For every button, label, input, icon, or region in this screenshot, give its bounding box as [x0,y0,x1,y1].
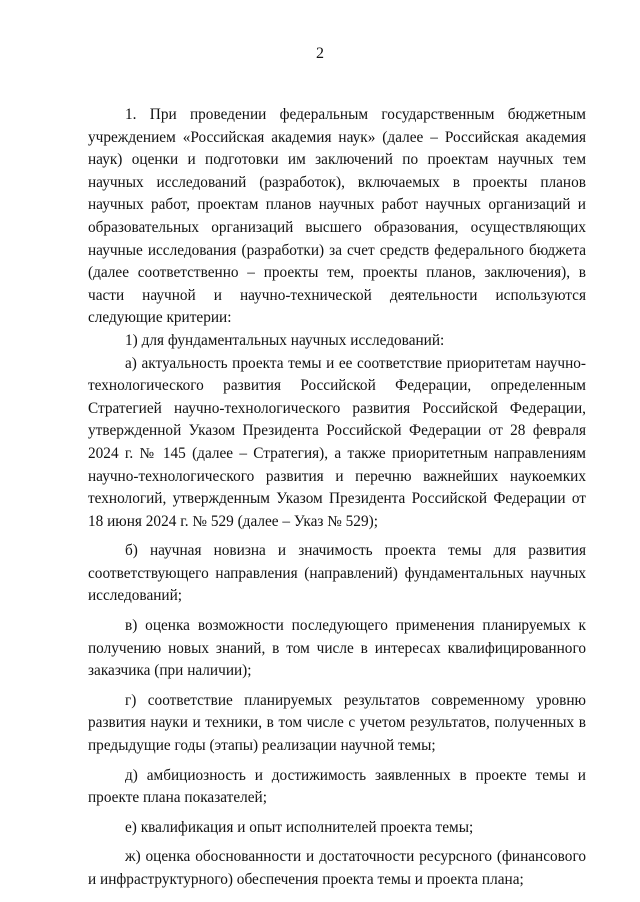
paragraph-item-a: а) актуальность проекта темы и ее соответствие приоритетам научно-технологического развития Российской Федерации, определенным Стратегией научно-технологического развития Российской Федерации, утвержденной Указом Президента Российской Федерации от 28 февраля 2024 г. № 145 (далее – Стратегия), а также приоритетным направлениям научно-технологического развития и перечню важнейших наукоемких технологий, утвержденным Указом Президента Российской Федерации от 18 июня 2024 г. № 529 (далее – Указ № 529); [88,354,586,530]
paragraph-item-e: е) квалификация и опыт исполнителей проекта темы; [125,818,474,836]
paragraph-fundamental-heading: 1) для фундаментальных научных исследований: [125,331,445,349]
document-body [88,104,586,892]
page-number: 2 [316,45,324,62]
paragraph-item-g: г) соответствие планируемых результатов современному уровню развития науки и техники, в том числе с учетом результатов, полученных в предыдущие годы (этапы) реализации научной темы; [88,691,586,755]
paragraph-item-zh: ж) оценка обоснованности и достаточности ресурсного (финансового и инфраструктурного) обеспечения проекта темы и проекта плана; [88,848,586,888]
paragraph-item-d: д) амбициозность и достижимость заявленных в проекте темы и проекте плана показателей; [88,766,586,807]
paragraph-criteria-intro: 1. При проведении федеральным государственным бюджетным учреждением «Российская академия наук» (далее – Российская академия наук) оценки и подготовки им заключений по проектам научных тем научных исследований (разработок), включаемых в проекты планов научных работ, проектам планов научных работ научных организаций и образовательных организаций высшего образования, осуществляющих научные исследования (разработки) за счет средств федерального бюджета (далее соответственно – проекты тем, проекты планов, заключения), в части научной и научно-технической деятельности используются следующие критерии: [88,106,586,327]
paragraph-item-v: в) оценка возможности последующего применения планируемых к получению новых знаний, в том числе в интересах квалифицированного заказчика (при наличии); [88,617,586,680]
paragraph-item-b: б) научная новизна и значимость проекта темы для развития соответствующего направления (направлений) фундаментальных научных исследований; [88,542,586,605]
